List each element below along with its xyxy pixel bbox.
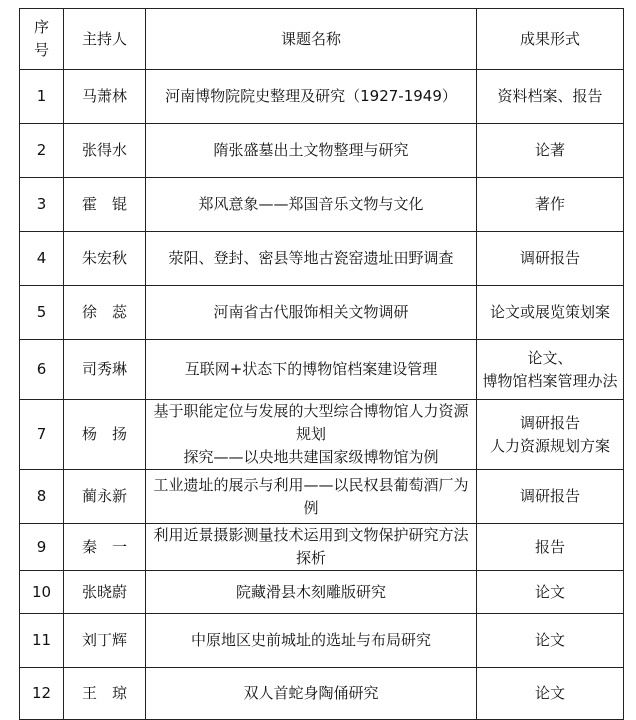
- row-number: 11: [20, 614, 64, 668]
- row-result-form-line: 调研报告: [519, 413, 580, 432]
- row-number: 8: [20, 470, 64, 524]
- row-host: 朱宏秋: [64, 232, 146, 286]
- row-result-form: [477, 286, 624, 340]
- row-project-title: [146, 614, 477, 668]
- row-result-form-line: 调研报告: [519, 249, 580, 267]
- row-project-title-line: 基于职能定位与发展的大型综合博物馆人力资源规划: [153, 402, 469, 443]
- row-project-title: [146, 70, 477, 124]
- row-result-form-line: 论著: [534, 141, 565, 159]
- header-result-form: 成果形式: [477, 9, 624, 70]
- row-result-form: [477, 614, 624, 668]
- row-number: 4: [20, 232, 64, 286]
- table-row: [20, 178, 624, 232]
- row-project-title-line: 郑风意象——郑国音乐文物与文化: [198, 195, 424, 213]
- table-row: [20, 571, 624, 614]
- row-result-form: [477, 524, 624, 571]
- row-number: 6: [20, 340, 64, 400]
- row-project-title-line: 双人首蛇身陶俑研究: [243, 684, 379, 702]
- row-project-title: [146, 571, 477, 614]
- table-row: [20, 668, 624, 720]
- row-host: 马萧林: [64, 70, 146, 124]
- row-project-title-line: 荥阳、登封、密县等地古瓷窑遗址田野调查: [168, 249, 454, 267]
- row-host: 秦 一: [64, 524, 146, 571]
- row-number: 12: [20, 668, 64, 720]
- table-header-row: [20, 9, 624, 70]
- row-project-title-line: 河南博物院院史整理及研究（1927-1949）: [165, 87, 457, 105]
- row-project-title-line: 探究——以央地共建国家级博物馆为例: [183, 448, 439, 466]
- row-result-form-line: 资料档案、报告: [497, 87, 603, 105]
- table-row: [20, 470, 624, 524]
- table-row: [20, 524, 624, 571]
- table-row: [20, 232, 624, 286]
- header-number-line2: 号: [33, 41, 49, 59]
- row-number: 2: [20, 124, 64, 178]
- row-result-form: [477, 400, 624, 470]
- header-number: [20, 9, 64, 70]
- row-result-form: [477, 668, 624, 720]
- row-result-form-line: 调研报告: [519, 487, 580, 505]
- row-project-title-line: 工业遗址的展示与利用——以民权县葡萄酒厂为例: [153, 475, 469, 517]
- row-project-title: [146, 470, 477, 524]
- row-project-title: [146, 668, 477, 720]
- row-result-form-line: 论文: [534, 631, 565, 649]
- row-result-form-line: 论文、: [527, 348, 573, 367]
- row-result-form-line: 论文或展览策划案: [489, 303, 610, 321]
- row-project-title-line: 中原地区史前城址的选址与布局研究: [190, 631, 431, 649]
- row-number: 3: [20, 178, 64, 232]
- header-host: 主持人: [64, 9, 146, 70]
- row-number: 7: [20, 400, 64, 470]
- row-project-title: [146, 178, 477, 232]
- row-project-title-line: 利用近景摄影测量技术运用到文物保护研究方法探析: [153, 526, 469, 567]
- table-row: [20, 286, 624, 340]
- row-result-form: [477, 470, 624, 524]
- table-row: [20, 340, 624, 400]
- row-project-title-line: 隋张盛墓出土文物整理与研究: [213, 141, 409, 159]
- row-result-form: [477, 178, 624, 232]
- row-number: 1: [20, 70, 64, 124]
- row-project-title: [146, 232, 477, 286]
- row-result-form-line: 论文: [534, 684, 565, 702]
- table-row: [20, 124, 624, 178]
- row-result-form-line: 报告: [534, 537, 565, 556]
- row-number: 9: [20, 524, 64, 571]
- row-result-form-line: 著作: [534, 195, 565, 213]
- row-host: 蔺永新: [64, 470, 146, 524]
- row-project-title: [146, 340, 477, 400]
- row-project-title-line: 互联网+状态下的博物馆档案建设管理: [184, 360, 438, 378]
- row-result-form-line: 人力资源规划方案: [489, 436, 610, 455]
- row-result-form-line: 论文: [534, 582, 565, 601]
- row-project-title-line: 院藏滑县木刻雕版研究: [235, 582, 386, 601]
- row-project-title: [146, 124, 477, 178]
- header-project-title: 课题名称: [146, 9, 477, 70]
- row-result-form-line: 博物馆档案管理办法: [482, 371, 618, 390]
- row-result-form: [477, 571, 624, 614]
- table-row: [20, 70, 624, 124]
- row-project-title: [146, 286, 477, 340]
- row-host: 杨 扬: [64, 400, 146, 470]
- row-result-form: [477, 124, 624, 178]
- row-result-form: [477, 232, 624, 286]
- row-host: 王 琼: [64, 668, 146, 720]
- row-host: 张得水: [64, 124, 146, 178]
- row-host: 徐 蕊: [64, 286, 146, 340]
- row-number: 10: [20, 571, 64, 614]
- table-body: [20, 70, 624, 720]
- row-number: 5: [20, 286, 64, 340]
- row-host: 司秀琳: [64, 340, 146, 400]
- table-row: [20, 614, 624, 668]
- row-host: 霍 锟: [64, 178, 146, 232]
- row-host: 刘丁辉: [64, 614, 146, 668]
- row-project-title-line: 河南省古代服饰相关文物调研: [213, 303, 409, 321]
- row-project-title: [146, 400, 477, 470]
- row-host: 张晓蔚: [64, 571, 146, 614]
- row-project-title: [146, 524, 477, 571]
- research-projects-table: [19, 8, 624, 720]
- row-result-form: [477, 340, 624, 400]
- row-result-form: [477, 70, 624, 124]
- header-number-line1: 序: [33, 18, 49, 36]
- table-row: [20, 400, 624, 470]
